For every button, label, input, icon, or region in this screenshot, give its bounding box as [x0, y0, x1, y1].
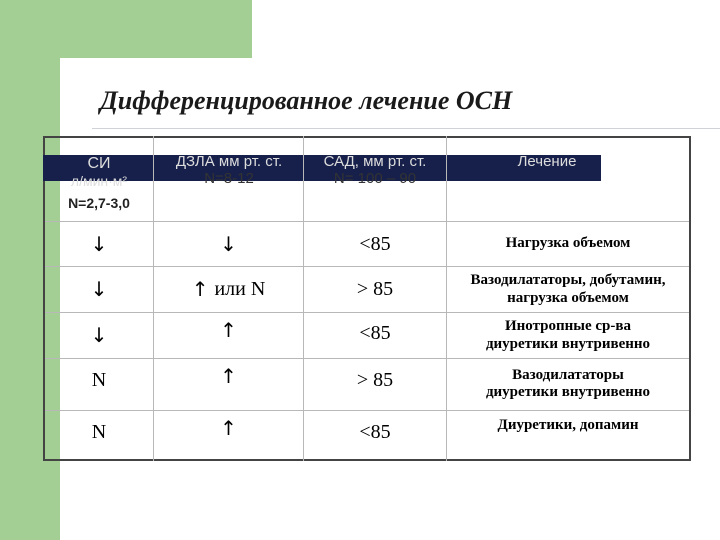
row1-treatment-text: Нагрузка объемом	[505, 235, 631, 252]
row5-sad: <85	[359, 420, 391, 443]
header-treatment-label: Лечение	[517, 153, 577, 171]
row3-si-down-arrow-icon: ↓	[90, 323, 108, 347]
row4-treatment	[447, 359, 689, 409]
decorative-green-block	[0, 0, 252, 58]
header-dzla-label: ДЗЛА мм рт. ст.	[175, 152, 283, 170]
row3-treatment-line1: Инотропные ср-ва	[504, 318, 631, 335]
row3-dzla-up-arrow-icon: ↑	[220, 318, 237, 342]
row1-treatment	[447, 222, 689, 266]
row4-treatment-line2: диуретики внутривенно	[485, 384, 651, 400]
row2-si-down-arrow-icon: ↓	[90, 277, 108, 301]
row3-treatment	[447, 313, 689, 358]
row3-treatment-line2: диуретики внутривенно	[485, 335, 651, 352]
row2-treatment-line1: Вазодилататоры, добутамин,	[470, 272, 666, 289]
header-sad	[304, 149, 446, 191]
row1-sad: <85	[359, 232, 391, 255]
slide-title: Дифференцированное лечение ОСН	[100, 86, 513, 115]
header-treatment	[447, 152, 647, 172]
header-si-label: СИ	[87, 154, 111, 172]
header-si-unit: л/мин·м²	[70, 173, 128, 190]
row5-dzla-up-arrow-icon: ↑	[220, 415, 237, 440]
header-dzla-norm: N=8-12	[204, 170, 254, 187]
row5-treatment-text: Диуретики, допамин	[497, 417, 639, 434]
header-sad-label: САД, мм рт. ст.	[323, 152, 427, 170]
row2-dzla	[154, 267, 303, 312]
up-arrow-icon: ↑	[191, 277, 209, 301]
row2-dzla-text: или N	[214, 278, 266, 300]
row1-dzla-down-arrow-icon: ↓	[220, 231, 237, 256]
row2-treatment	[447, 267, 689, 312]
row5-treatment	[447, 411, 689, 441]
row1-si-down-arrow-icon: ↓	[90, 231, 108, 256]
header-si-norm: N=2,7-3,0	[68, 195, 130, 212]
row4-sad: > 85	[356, 368, 394, 391]
header-sad-norm: N= 100 – 90	[333, 170, 417, 187]
title-divider	[92, 128, 720, 129]
header-si	[45, 149, 153, 217]
row4-treatment-line1: Вазодилататоры	[512, 366, 624, 383]
header-dzla	[155, 149, 303, 191]
row5-si: N	[91, 420, 107, 443]
row2-sad: > 85	[356, 278, 394, 300]
row2-treatment-line2: нагрузка объемом	[507, 289, 629, 306]
row3-sad: <85	[359, 321, 391, 344]
row4-dzla-up-arrow-icon: ↑	[220, 363, 237, 388]
row4-si: N	[91, 368, 107, 391]
